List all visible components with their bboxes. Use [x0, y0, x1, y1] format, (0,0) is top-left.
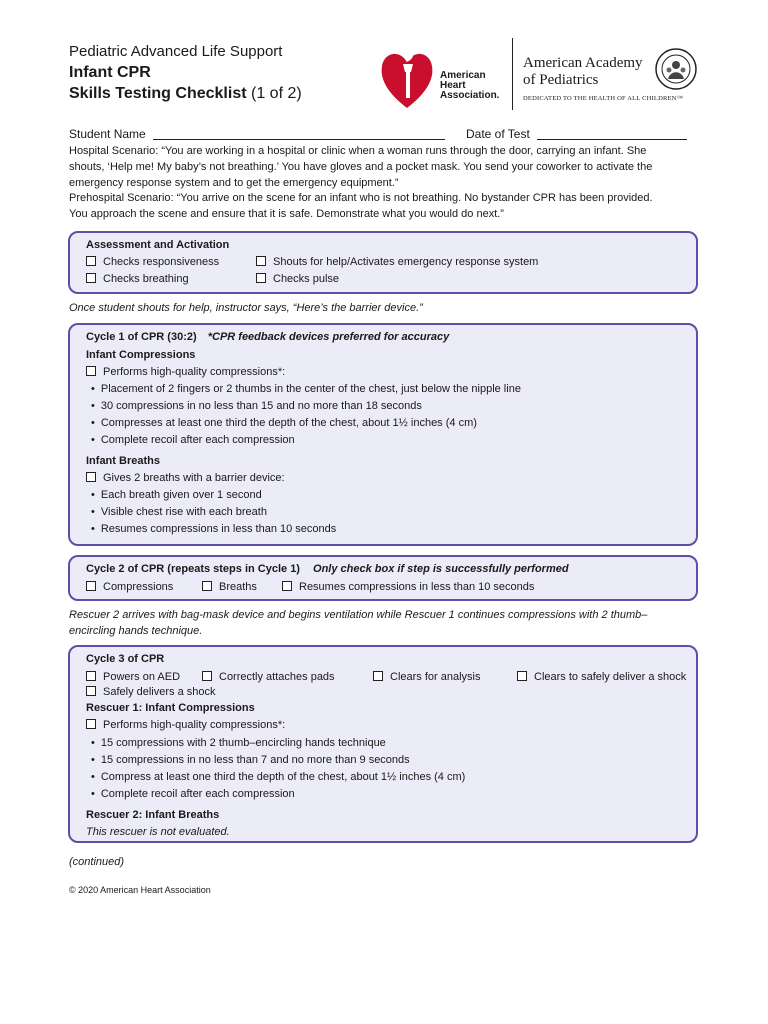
cycle1-note: *CPR feedback devices preferred for accuracy [207, 331, 450, 343]
attaches-pads-item[interactable] [202, 670, 335, 685]
copyright: © 2020 American Heart Association [69, 885, 211, 895]
date-of-test-label: Date of Test [466, 127, 530, 141]
clears-for-analysis-item[interactable] [373, 670, 480, 685]
rescuer2-title: Rescuer 2: Infant Breaths [86, 809, 220, 821]
breath-bullet: • Each breath given over 1 second [91, 488, 262, 503]
rescuer2-note-line1: Rescuer 2 arrives with bag-mask device and begins ventilation while Rescuer 1 continues compressions with 2 thumb– [69, 609, 648, 621]
item-label: Clears for analysis [390, 671, 481, 683]
item-label: Compressions [103, 581, 174, 593]
breath-bullet: • Resumes compressions in less than 10 seconds [91, 522, 336, 537]
checkbox[interactable] [517, 671, 527, 681]
aap-name-line2: of Pediatrics [523, 72, 599, 88]
item-label: Checks pulse [273, 273, 340, 285]
checkbox[interactable] [86, 719, 96, 729]
cycle1-header [86, 330, 449, 345]
checkbox[interactable] [86, 686, 96, 696]
checkbox[interactable] [202, 671, 212, 681]
aap-seal-icon [655, 48, 697, 90]
cycle3-compression-bullet: • Complete recoil after each compression [91, 787, 295, 802]
compression-bullet: • 30 compressions in no less than 15 and no more than 18 seconds [91, 399, 422, 414]
rescuer2-note-line2: encircling hands technique. [69, 625, 203, 637]
hospital-scenario-line3: emergency response system and to get the emergency equipment.” [69, 177, 399, 189]
prehospital-scenario-line2: You approach the scene and ensure that it is safe. Demonstrate what you would do next.” [69, 208, 504, 220]
item-label: Checks responsiveness [103, 256, 220, 268]
checkbox[interactable] [86, 273, 96, 283]
checkbox[interactable] [373, 671, 383, 681]
cycle2-section [68, 555, 698, 601]
item-label: Performs high-quality compressions*: [103, 366, 286, 378]
continued-label: (continued) [69, 856, 125, 868]
checkbox[interactable] [256, 256, 266, 266]
powers-on-aed-item[interactable] [86, 670, 180, 685]
document-subtitle: Pediatric Advanced Life Support [69, 43, 283, 60]
compression-bullet: • Placement of 2 fingers or 2 thumbs in the center of the chest, just below the nipple line [91, 382, 521, 397]
item-label: Resumes compressions in less than 10 seconds [299, 581, 535, 593]
assessment-title: Assessment and Activation [86, 239, 230, 251]
aha-heart-torch-icon [378, 42, 436, 110]
hospital-scenario [69, 143, 709, 191]
cycle3-title: Cycle 3 of CPR [86, 653, 165, 665]
logo-divider [512, 38, 513, 110]
barrier-device-note: Once student shouts for help, instructor says, “Here’s the barrier device.” [69, 302, 423, 314]
clears-to-shock-item[interactable] [517, 670, 686, 685]
shouts-for-help-item[interactable] [256, 255, 538, 270]
item-label: Safely delivers a shock [103, 686, 216, 698]
item-label: Gives 2 breaths with a barrier device: [103, 472, 285, 484]
aha-logo [378, 42, 508, 112]
aha-logo-text-3: Association. [440, 90, 500, 101]
document-title-line2 [69, 84, 302, 104]
item-label: Correctly attaches pads [219, 671, 335, 683]
student-name-label: Student Name [69, 127, 146, 141]
aap-logo-text [523, 55, 643, 89]
infant-compressions-title: Infant Compressions [86, 349, 196, 361]
rescuer2-not-evaluated: This rescuer is not evaluated. [86, 826, 230, 838]
performs-compressions-item[interactable] [86, 365, 285, 380]
page-indicator: (1 of 2) [251, 85, 302, 102]
hospital-scenario-line2: shouts, ‘Help me! My baby’s not breathing.’ You have gloves and a pocket mask. You send your coworker to activate the [69, 161, 653, 173]
item-label: Breaths [219, 581, 257, 593]
aap-tagline: DEDICATED TO THE HEALTH OF ALL CHILDREN™ [523, 95, 684, 102]
checkbox[interactable] [86, 472, 96, 482]
cycle3-section [68, 645, 698, 843]
checks-pulse-item[interactable] [256, 272, 339, 287]
document-title: Infant CPR [69, 64, 151, 81]
prehospital-scenario [69, 190, 709, 222]
checkbox[interactable] [86, 256, 96, 266]
cycle2-header [86, 562, 569, 577]
checkbox[interactable] [86, 366, 96, 376]
checkbox[interactable] [86, 581, 96, 591]
aha-logo-text-1: American [440, 70, 486, 81]
checklist-title: Skills Testing Checklist [69, 85, 247, 102]
checkbox[interactable] [282, 581, 292, 591]
cycle3-compression-bullet: • 15 compressions with 2 thumb–encircling hands technique [91, 736, 386, 751]
cycle3-compression-bullet: • 15 compressions in no less than 7 and no more than 9 seconds [91, 753, 410, 768]
assessment-section [68, 231, 698, 294]
checks-breathing-item[interactable] [86, 272, 189, 287]
breath-bullet: • Visible chest rise with each breath [91, 505, 267, 520]
student-name-field [69, 126, 445, 142]
compression-bullet: • Complete recoil after each compression [91, 433, 295, 448]
cycle2-compressions-item[interactable] [86, 580, 173, 595]
student-name-input[interactable] [153, 127, 445, 140]
checks-responsiveness-item[interactable] [86, 255, 219, 270]
compression-bullet: • Compresses at least one third the depth of the chest, about 1½ inches (4 cm) [91, 416, 477, 431]
item-label: Clears to safely deliver a shock [534, 671, 687, 683]
aha-logo-text-2: Heart [440, 80, 466, 91]
gives-breaths-item[interactable] [86, 471, 285, 486]
checkbox[interactable] [202, 581, 212, 591]
checkbox[interactable] [86, 671, 96, 681]
delivers-shock-item[interactable] [86, 685, 216, 700]
prehospital-scenario-line1: Prehospital Scenario: “You arrive on the scene for an infant who is not breathing. No bystander CPR has been provided. [69, 192, 653, 204]
date-of-test-input[interactable] [537, 127, 687, 140]
rescuer2-note [69, 607, 709, 639]
cycle1-section [68, 323, 698, 546]
cycle2-breaths-item[interactable] [202, 580, 257, 595]
date-of-test-field [466, 126, 687, 142]
rescuer1-title: Rescuer 1: Infant Compressions [86, 702, 255, 714]
item-label: Shouts for help/Activates emergency response system [273, 256, 539, 268]
checkbox[interactable] [256, 273, 266, 283]
cycle2-note: Only check box if step is successfully performed [313, 563, 569, 575]
infant-breaths-title: Infant Breaths [86, 455, 160, 467]
cycle1-title: Cycle 1 of CPR (30:2) [86, 331, 197, 343]
cycle3-compressions-item[interactable] [86, 718, 285, 733]
cycle2-resumes-item[interactable] [282, 580, 534, 595]
cycle3-compression-bullet: • Compress at least one third the depth of the chest, about 1½ inches (4 cm) [91, 770, 465, 785]
item-label: Powers on AED [103, 671, 181, 683]
item-label: Checks breathing [103, 273, 189, 285]
hospital-scenario-line1: Hospital Scenario: “You are working in a hospital or clinic when a woman runs through the door, carrying an infant. She [69, 145, 647, 157]
aap-name-line1: American Academy [523, 55, 643, 71]
cycle2-title: Cycle 2 of CPR (repeats steps in Cycle 1) [86, 563, 300, 575]
item-label: Performs high-quality compressions*: [103, 719, 286, 731]
